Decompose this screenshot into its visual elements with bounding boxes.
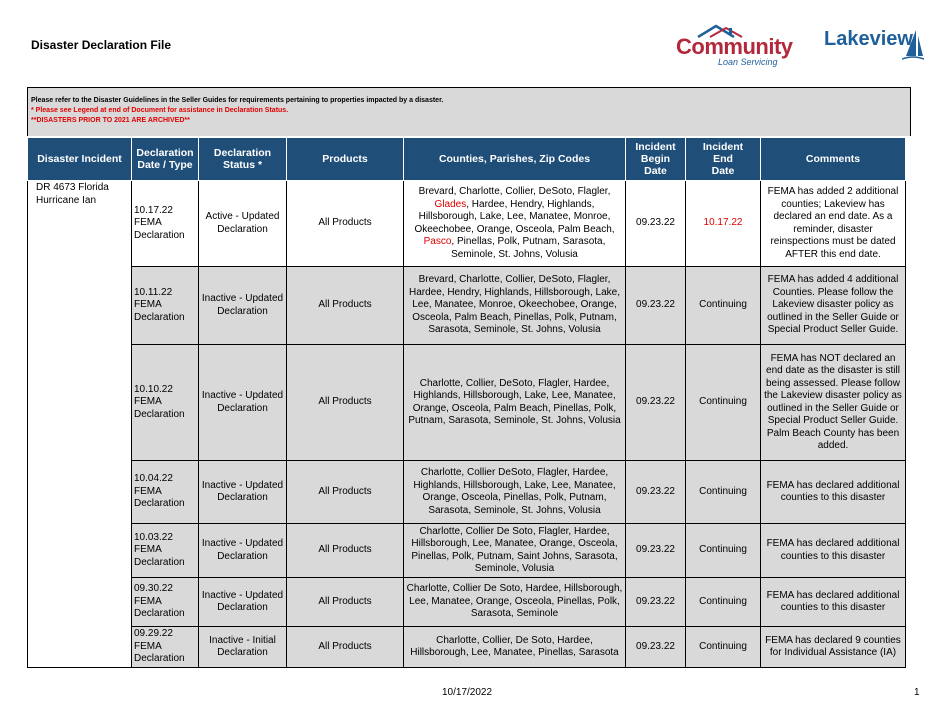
status-cell: Inactive - Updated Declaration — [199, 524, 287, 578]
status-cell: Active - Updated Declaration — [199, 181, 287, 267]
declaration-date-cell: 09.29.22 FEMA Declaration — [132, 627, 199, 668]
declaration-date-cell: 10.04.22 FEMA Declaration — [132, 461, 199, 524]
begin-date-cell: 09.23.22 — [626, 627, 686, 668]
col-header-counties: Counties, Parishes, Zip Codes — [404, 138, 626, 181]
status-cell: Inactive - Updated Declaration — [199, 267, 287, 345]
status-cell: Inactive - Updated Declaration — [199, 345, 287, 461]
comments-cell: FEMA has added 4 additional Counties. Please follow the Lakeview disaster policy as outlined in the Seller Guide or Special Product Seller Guide. — [761, 267, 906, 345]
products-cell: All Products — [287, 181, 404, 267]
begin-date-cell: 09.23.22 — [626, 461, 686, 524]
products-cell: All Products — [287, 345, 404, 461]
counties-cell: Charlotte, Collier De Soto, Flagler, Hardee, Hillsborough, Lee, Manatee, Orange, Osceola, Pinellas, Polk, Putnam, Saint Johns, Sarasota, Seminole, Volusia — [404, 524, 626, 578]
declaration-date-cell: 10.03.22 FEMA Declaration — [132, 524, 199, 578]
counties-cell: Charlotte, Collier, DeSoto, Flagler, Hardee, Highlands, Hillsborough, Lake, Lee, Manatee, Orange, Osceola, Palm Beach, Pinellas, Polk, Putnam, Sarasota, Seminole, St. Johns, Volusia — [404, 345, 626, 461]
table-row — [28, 461, 906, 524]
products-cell: All Products — [287, 461, 404, 524]
products-cell: All Products — [287, 627, 404, 668]
comments-cell: FEMA has declared additional counties to this disaster — [761, 578, 906, 627]
end-date-cell: Continuing — [686, 627, 761, 668]
table-row — [28, 578, 906, 627]
comments-cell: FEMA has added 2 additional counties; Lakeview has declared an end date. As a reminder, disaster reinspections must be dated AFTER this end date. — [761, 181, 906, 267]
notice-line-2: * Please see Legend at end of Document for assistance in Declaration Status. — [31, 107, 289, 114]
status-cell: Inactive - Updated Declaration — [199, 461, 287, 524]
counties-cell: Brevard, Charlotte, Collier, DeSoto, Flagler, Glades, Hardee, Hendry, Highlands, Hillsborough, Lake, Lee, Manatee, Monroe, Okeechobee, Orange, Osceola, Palm Beach, Pasco, Pinellas, Polk, Putnam, Sarasota, Seminole, St. Johns, Volusia — [404, 181, 626, 267]
begin-date-cell: 09.23.22 — [626, 181, 686, 267]
begin-date-cell: 09.23.22 — [626, 345, 686, 461]
col-header-declaration-date: Declaration Date / Type — [132, 138, 199, 181]
notice-line-3: **DISASTERS PRIOR TO 2021 ARE ARCHIVED** — [31, 117, 190, 124]
products-cell: All Products — [287, 524, 404, 578]
comments-cell: FEMA has declared additional counties to this disaster — [761, 524, 906, 578]
end-date-cell: Continuing — [686, 524, 761, 578]
declaration-date-cell: 10.17.22 FEMA Declaration — [132, 181, 199, 267]
sailboat-icon — [902, 28, 924, 62]
counties-cell: Brevard, Charlotte, Collier, DeSoto, Flagler, Hardee, Hendry, Highlands, Hillsborough, Lake, Lee, Manatee, Monroe, Okeechobee, Orange, Osceola, Palm Beach, Pinellas, Polk, Putnam, Sarasota, Seminole, St. Johns, Volusia — [404, 267, 626, 345]
community-loan-servicing-logo — [676, 24, 806, 70]
end-date-cell: Continuing — [686, 345, 761, 461]
table-header-row — [28, 138, 906, 181]
table-row — [28, 345, 906, 461]
counties-cell: Charlotte, Collier, De Soto, Hardee, Hillsborough, Lee, Manatee, Pinellas, Sarasota — [404, 627, 626, 668]
table-row — [28, 627, 906, 668]
status-cell: Inactive - Updated Declaration — [199, 578, 287, 627]
comments-cell: FEMA has declared additional counties to this disaster — [761, 461, 906, 524]
lakeview-logo — [824, 28, 924, 68]
status-cell: Inactive - Initial Declaration — [199, 627, 287, 668]
notice-banner — [27, 87, 911, 136]
comments-cell: FEMA has NOT declared an end date as the disaster is still being assessed. Please follow the Lakeview disaster policy as outlined in the Seller Guide or Special Product Seller Guide. Palm Beach County has been added. — [761, 345, 906, 461]
comments-cell: FEMA has declared 9 counties for Individual Assistance (IA) — [761, 627, 906, 668]
col-header-incident: Disaster Incident — [28, 138, 132, 181]
lakeview-brand-name: Lakeview — [824, 28, 913, 50]
incident-cell: DR 4673 Florida Hurricane Ian — [28, 181, 132, 668]
products-cell: All Products — [287, 267, 404, 345]
table-row — [28, 267, 906, 345]
begin-date-cell: 09.23.22 — [626, 524, 686, 578]
declaration-date-cell: 10.10.22 FEMA Declaration — [132, 345, 199, 461]
counties-cell: Charlotte, Collier DeSoto, Flagler, Hardee, Highlands, Hillsborough, Lake, Lee, Manatee, Orange, Osceola, Pinellas, Polk, Putnam, Sarasota, Seminole, St. Johns, Volusia — [404, 461, 626, 524]
col-header-comments: Comments — [761, 138, 906, 181]
begin-date-cell: 09.23.22 — [626, 267, 686, 345]
table-row — [28, 524, 906, 578]
col-header-end-date: Incident End Date — [686, 138, 761, 181]
declaration-date-cell: 09.30.22 FEMA Declaration — [132, 578, 199, 627]
footer-date: 10/17/2022 — [442, 687, 493, 698]
declaration-date-cell: 10.11.22 FEMA Declaration — [132, 267, 199, 345]
col-header-begin-date: Incident Begin Date — [626, 138, 686, 181]
end-date-cell: 10.17.22 — [686, 181, 761, 267]
notice-line-1: Please refer to the Disaster Guidelines in the Seller Guides for requirements pertaining to properties impacted by a disaster. — [31, 97, 444, 104]
products-cell: All Products — [287, 578, 404, 627]
page-number: 1 — [914, 687, 920, 698]
table-row — [28, 181, 906, 267]
col-header-products: Products — [287, 138, 404, 181]
end-date-cell: Continuing — [686, 461, 761, 524]
end-date-cell: Continuing — [686, 578, 761, 627]
disaster-table — [27, 137, 906, 668]
community-brand-sub: Loan Servicing — [718, 57, 778, 67]
end-date-cell: Continuing — [686, 267, 761, 345]
counties-cell: Charlotte, Collier De Soto, Hardee, Hillsborough, Lee, Manatee, Orange, Osceola, Pinellas, Polk, Sarasota, Seminole — [404, 578, 626, 627]
begin-date-cell: 09.23.22 — [626, 578, 686, 627]
col-header-status: Declaration Status * — [199, 138, 287, 181]
document-title: Disaster Declaration File — [31, 38, 172, 52]
community-brand-name: Community — [676, 34, 793, 59]
